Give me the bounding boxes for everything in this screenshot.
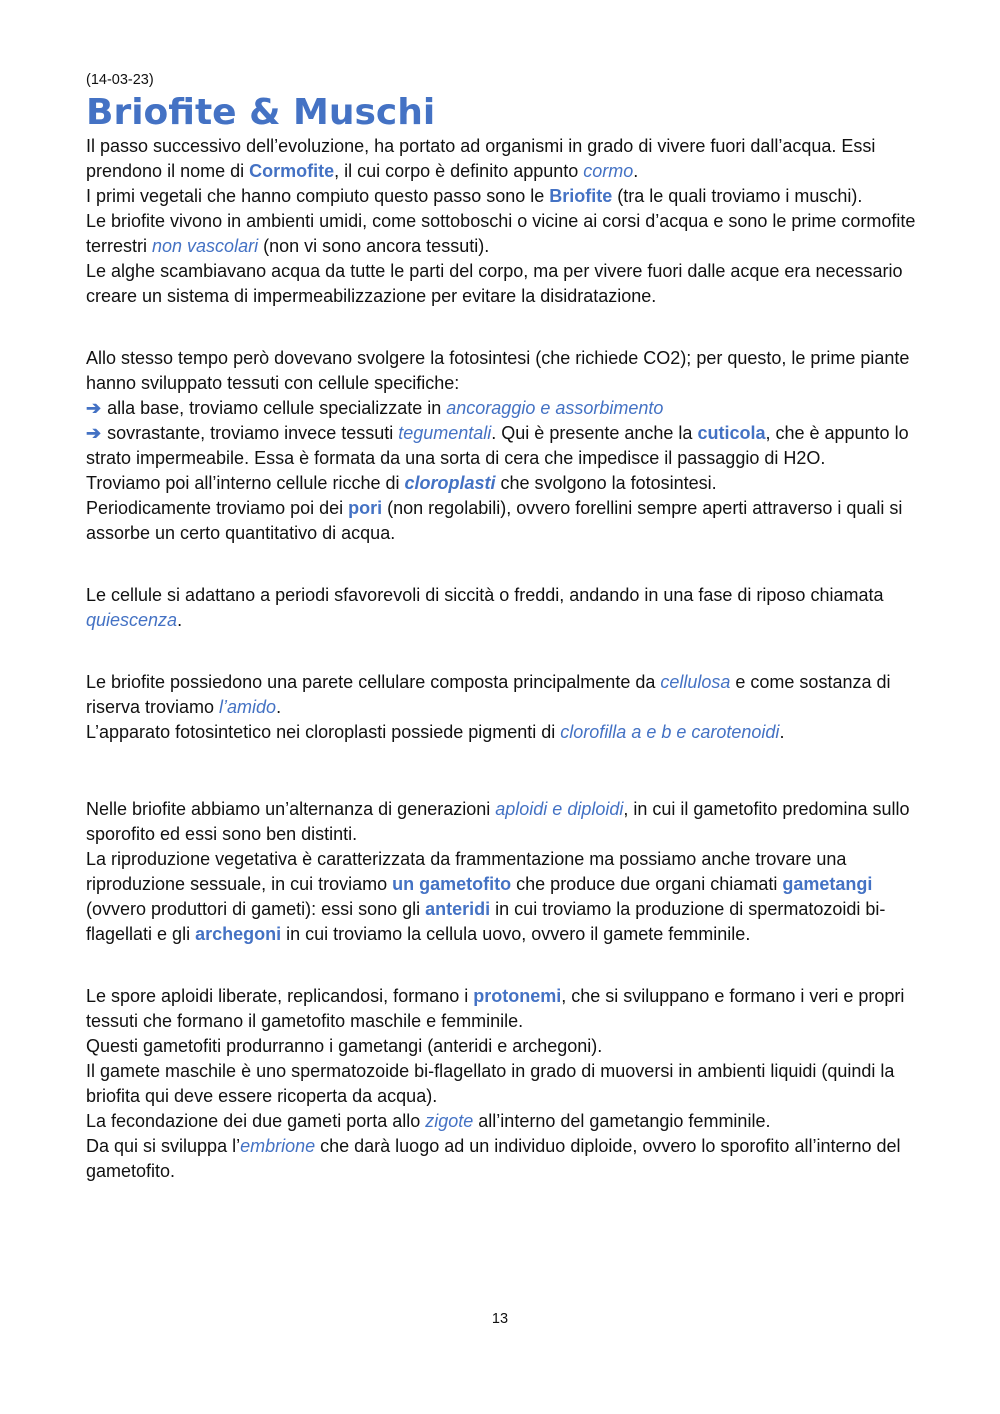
text: Nelle briofite abbiamo un’alternanza di generazioni <box>86 799 496 819</box>
term-gametofito: un gametofito <box>392 874 512 894</box>
text: Il passo successivo dell’evoluzione, ha portato ad organismi in grado di vivere fuori dall’acqua. Essi prendono il nome di <box>86 136 876 181</box>
paragraph-briofite <box>86 184 916 209</box>
paragraph-fotosintesi: Allo stesso tempo però dovevano svolgere la fotosintesi (che richiede CO2); per questo, le prime piante hanno sviluppato tessuti con cellule specifiche: <box>86 348 910 393</box>
paragraph-pigmenti <box>86 720 916 745</box>
term-protonemi: protonemi <box>473 986 562 1006</box>
paragraph-embrione <box>86 1134 916 1184</box>
spacer <box>86 745 916 797</box>
paragraph-parete <box>86 670 916 720</box>
term-gametangi: gametangi <box>782 874 873 894</box>
text: , che si sviluppano e formano i veri e propri tessuti che formano il gametofito maschile e femminile. <box>86 986 905 1031</box>
text: L’apparato fotosintetico nei cloroplasti possiede pigmenti di <box>86 722 561 742</box>
text: Le briofite possiedono una parete cellulare composta principalmente da <box>86 672 661 692</box>
text: che svolgono la fotosintesi. <box>495 473 717 493</box>
term-tegumentali: tegumentali <box>398 423 492 443</box>
text: all’interno del gametangio femminile. <box>473 1111 771 1131</box>
term-cormo: cormo <box>583 161 634 181</box>
spacer <box>86 633 916 670</box>
term-anteridi: anteridi <box>425 899 491 919</box>
paragraph-cormofite <box>86 134 916 184</box>
paragraph-fecondazione <box>86 1109 916 1134</box>
text: che produce due organi chiamati <box>511 874 783 894</box>
text: (ovvero produttori di gameti): essi sono gli <box>86 899 426 919</box>
text: che darà luogo ad un individuo diploide, ovvero lo sporofito all’interno del gametofito. <box>86 1136 901 1181</box>
text: (non vi sono ancora tessuti). <box>258 236 490 256</box>
term-aploidi: aploidi e diploidi <box>495 799 624 819</box>
term-ancoraggio: ancoraggio e assorbimento <box>446 398 664 418</box>
text: . <box>276 697 282 717</box>
term-archegoni: archegoni <box>195 924 282 944</box>
text: in cui troviamo la cellula uovo, ovvero il gamete femminile. <box>281 924 751 944</box>
paragraph-ambienti <box>86 209 916 259</box>
term-pori: pori <box>348 498 383 518</box>
text: . <box>177 610 183 630</box>
term-zigote: zigote <box>425 1111 474 1131</box>
text: Le spore aploidi liberate, replicandosi, formano i <box>86 986 474 1006</box>
text: , in cui il gametofito predomina sullo sporofito ed essi sono ben distinti. <box>86 799 910 844</box>
paragraph-alghe: Le alghe scambiavano acqua da tutte le parti del corpo, ma per vivere fuori dalle acque era necessario creare un sistema di impermeabilizzazione per evitare la disidratazione. <box>86 261 903 306</box>
text: (tra le quali troviamo i muschi). <box>612 186 863 206</box>
date-label: (14-03-23) <box>86 72 154 88</box>
bullet-base <box>86 396 916 421</box>
text: , il cui corpo è definito appunto <box>334 161 584 181</box>
text: . Qui è presente anche la <box>491 423 698 443</box>
paragraph-cloroplasti <box>86 471 916 496</box>
text: La fecondazione dei due gameti porta allo <box>86 1111 426 1131</box>
term-amido: l’amido <box>219 697 277 717</box>
text: I primi vegetali che hanno compiuto questo passo sono le <box>86 186 550 206</box>
term-cloroplasti: cloroplasti <box>404 473 496 493</box>
term-embrione: embrione <box>240 1136 316 1156</box>
paragraph-gametangi: Questi gametofiti produrranno i gametangi (anteridi e archegoni). <box>86 1036 603 1056</box>
text: La riproduzione vegetativa è caratterizzata da frammentazione ma possiamo anche trovare una riproduzione sessuale, in cui troviamo <box>86 849 847 894</box>
text: sovrastante, troviamo invece tessuti <box>107 423 399 443</box>
term-cuticola: cuticola <box>697 423 766 443</box>
paragraph-pori <box>86 496 916 546</box>
paragraph-riproduzione <box>86 847 916 947</box>
spacer <box>86 309 916 346</box>
bullet-sovrastante <box>86 421 916 471</box>
term-non-vascolari: non vascolari <box>152 236 259 256</box>
text: Da qui si sviluppa l’ <box>86 1136 241 1156</box>
text: Troviamo poi all’interno cellule ricche di <box>86 473 405 493</box>
paragraph-quiescenza <box>86 583 916 633</box>
document-page <box>86 70 916 1184</box>
text: Le cellule si adattano a periodi sfavorevoli di siccità o freddi, andando in una fase di riposo chiamata <box>86 585 884 605</box>
text: , che è appunto lo strato impermeabile. Essa è formata da una sorta di cera che impedisce il passaggio di H2O. <box>86 423 909 468</box>
term-briofite: Briofite <box>549 186 613 206</box>
paragraph-alternanza <box>86 797 916 847</box>
term-cellulosa: cellulosa <box>660 672 731 692</box>
page-title: Briofite & Muschi <box>86 92 436 133</box>
text: . <box>633 161 639 181</box>
arrow-right-icon: ➔ <box>86 423 102 443</box>
paragraph-protonemi <box>86 984 916 1034</box>
term-clorofilla: clorofilla a e b e carotenoidi <box>560 722 780 742</box>
term-cormofite: Cormofite <box>249 161 335 181</box>
text: e come sostanza di riserva troviamo <box>86 672 891 717</box>
text: alla base, troviamo cellule specializzate in <box>107 398 447 418</box>
page-number: 13 <box>491 1311 509 1327</box>
spacer <box>86 546 916 583</box>
text: Le briofite vivono in ambienti umidi, come sottoboschi o vicine ai corsi d’acqua e sono le prime cormofite terrestri <box>86 211 916 256</box>
text: in cui troviamo la produzione di spermatozoidi bi-flagellati e gli <box>86 899 886 944</box>
term-quiescenza: quiescenza <box>86 610 178 630</box>
text: Periodicamente troviamo poi dei <box>86 498 349 518</box>
spacer <box>86 947 916 984</box>
paragraph-gamete-maschile: Il gamete maschile è uno spermatozoide bi-flagellato in grado di muoversi in ambienti liquidi (quindi la briofita qui deve essere ricoperta da acqua). <box>86 1061 895 1106</box>
text: (non regolabili), ovvero forellini sempre aperti attraverso i quali si assorbe un certo quantitativo di acqua. <box>86 498 903 543</box>
text: . <box>779 722 785 742</box>
arrow-right-icon: ➔ <box>86 398 102 418</box>
